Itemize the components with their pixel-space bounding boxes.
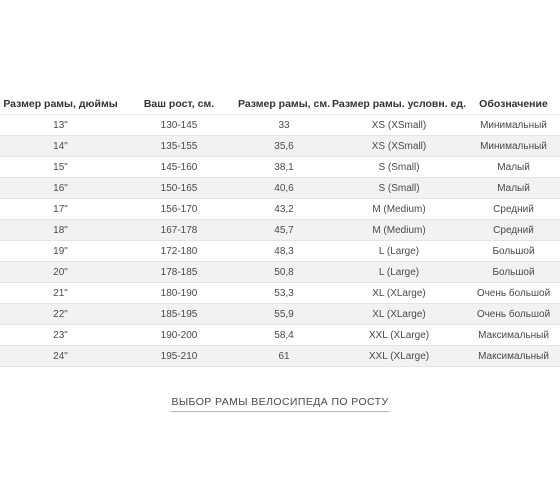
- cell-designation: Средний: [467, 220, 560, 241]
- cell-height: 195-210: [121, 346, 237, 367]
- cell-designation: Большой: [467, 241, 560, 262]
- cell-frame-inches: 16": [0, 178, 121, 199]
- table-row: [0, 304, 560, 325]
- cell-frame-size-code: M (Medium): [331, 199, 467, 220]
- cell-frame-cm: 53,3: [237, 283, 331, 304]
- cell-frame-cm: 58,4: [237, 325, 331, 346]
- table-row: [0, 136, 560, 157]
- table-header-row: [0, 94, 560, 115]
- table-row: [0, 346, 560, 367]
- cell-designation: Средний: [467, 199, 560, 220]
- cell-frame-size-code: XS (XSmall): [331, 136, 467, 157]
- table-row: [0, 115, 560, 136]
- cell-designation: Большой: [467, 262, 560, 283]
- cell-frame-size-code: XXL (XLarge): [331, 325, 467, 346]
- header-frame-size-inches: Размер рамы, дюймы: [0, 94, 121, 115]
- cell-frame-cm: 33: [237, 115, 331, 136]
- cell-frame-inches: 13": [0, 115, 121, 136]
- cell-height: 130-145: [121, 115, 237, 136]
- table-row: [0, 262, 560, 283]
- cell-frame-cm: 35,6: [237, 136, 331, 157]
- cell-height: 156-170: [121, 199, 237, 220]
- cell-frame-cm: 45,7: [237, 220, 331, 241]
- cell-designation: Минимальный: [467, 136, 560, 157]
- cell-frame-size-code: S (Small): [331, 178, 467, 199]
- cell-height: 150-165: [121, 178, 237, 199]
- cell-frame-size-code: M (Medium): [331, 220, 467, 241]
- cell-frame-size-code: XL (XLarge): [331, 283, 467, 304]
- cell-height: 167-178: [121, 220, 237, 241]
- cell-frame-cm: 50,8: [237, 262, 331, 283]
- cell-frame-inches: 20": [0, 262, 121, 283]
- cell-frame-inches: 19": [0, 241, 121, 262]
- cell-designation: Очень большой: [467, 304, 560, 325]
- cell-designation: Малый: [467, 178, 560, 199]
- cell-designation: Максимальный: [467, 325, 560, 346]
- cell-frame-size-code: L (Large): [331, 262, 467, 283]
- cell-designation: Очень большой: [467, 283, 560, 304]
- table-row: [0, 325, 560, 346]
- table-row: [0, 283, 560, 304]
- cell-height: 135-155: [121, 136, 237, 157]
- cell-designation: Максимальный: [467, 346, 560, 367]
- cell-frame-size-code: L (Large): [331, 241, 467, 262]
- cell-frame-inches: 17": [0, 199, 121, 220]
- cell-frame-size-code: XXL (XLarge): [331, 346, 467, 367]
- cell-designation: Минимальный: [467, 115, 560, 136]
- header-your-height: Ваш рост, см.: [121, 94, 237, 115]
- cell-frame-cm: 43,2: [237, 199, 331, 220]
- cell-frame-inches: 22": [0, 304, 121, 325]
- table-row: [0, 241, 560, 262]
- cell-frame-cm: 38,1: [237, 157, 331, 178]
- header-frame-size-conventional: Размер рамы. условн. ед.: [331, 94, 467, 115]
- cell-designation: Малый: [467, 157, 560, 178]
- table-row: [0, 157, 560, 178]
- cell-frame-size-code: XL (XLarge): [331, 304, 467, 325]
- cell-height: 185-195: [121, 304, 237, 325]
- cell-frame-inches: 23": [0, 325, 121, 346]
- cell-frame-inches: 21": [0, 283, 121, 304]
- header-designation: Обозначение: [467, 94, 560, 115]
- cell-frame-inches: 24": [0, 346, 121, 367]
- frame-size-table: [0, 94, 560, 367]
- header-frame-size-cm: Размер рамы, см.: [237, 94, 331, 115]
- cell-frame-cm: 61: [237, 346, 331, 367]
- cell-height: 178-185: [121, 262, 237, 283]
- caption: [0, 392, 560, 412]
- table-row: [0, 178, 560, 199]
- caption-text: ВЫБОР РАМЫ ВЕЛОСИПЕДА ПО РОСТУ: [171, 396, 388, 412]
- cell-height: 180-190: [121, 283, 237, 304]
- cell-frame-inches: 18": [0, 220, 121, 241]
- cell-height: 190-200: [121, 325, 237, 346]
- cell-frame-inches: 14": [0, 136, 121, 157]
- cell-frame-size-code: S (Small): [331, 157, 467, 178]
- cell-frame-inches: 15": [0, 157, 121, 178]
- cell-frame-cm: 48,3: [237, 241, 331, 262]
- cell-frame-cm: 55,9: [237, 304, 331, 325]
- table-row: [0, 220, 560, 241]
- table-header: [0, 94, 560, 115]
- cell-height: 172-180: [121, 241, 237, 262]
- cell-height: 145-160: [121, 157, 237, 178]
- table-body: [0, 115, 560, 367]
- cell-frame-size-code: XS (XSmall): [331, 115, 467, 136]
- cell-frame-cm: 40,6: [237, 178, 331, 199]
- table-row: [0, 199, 560, 220]
